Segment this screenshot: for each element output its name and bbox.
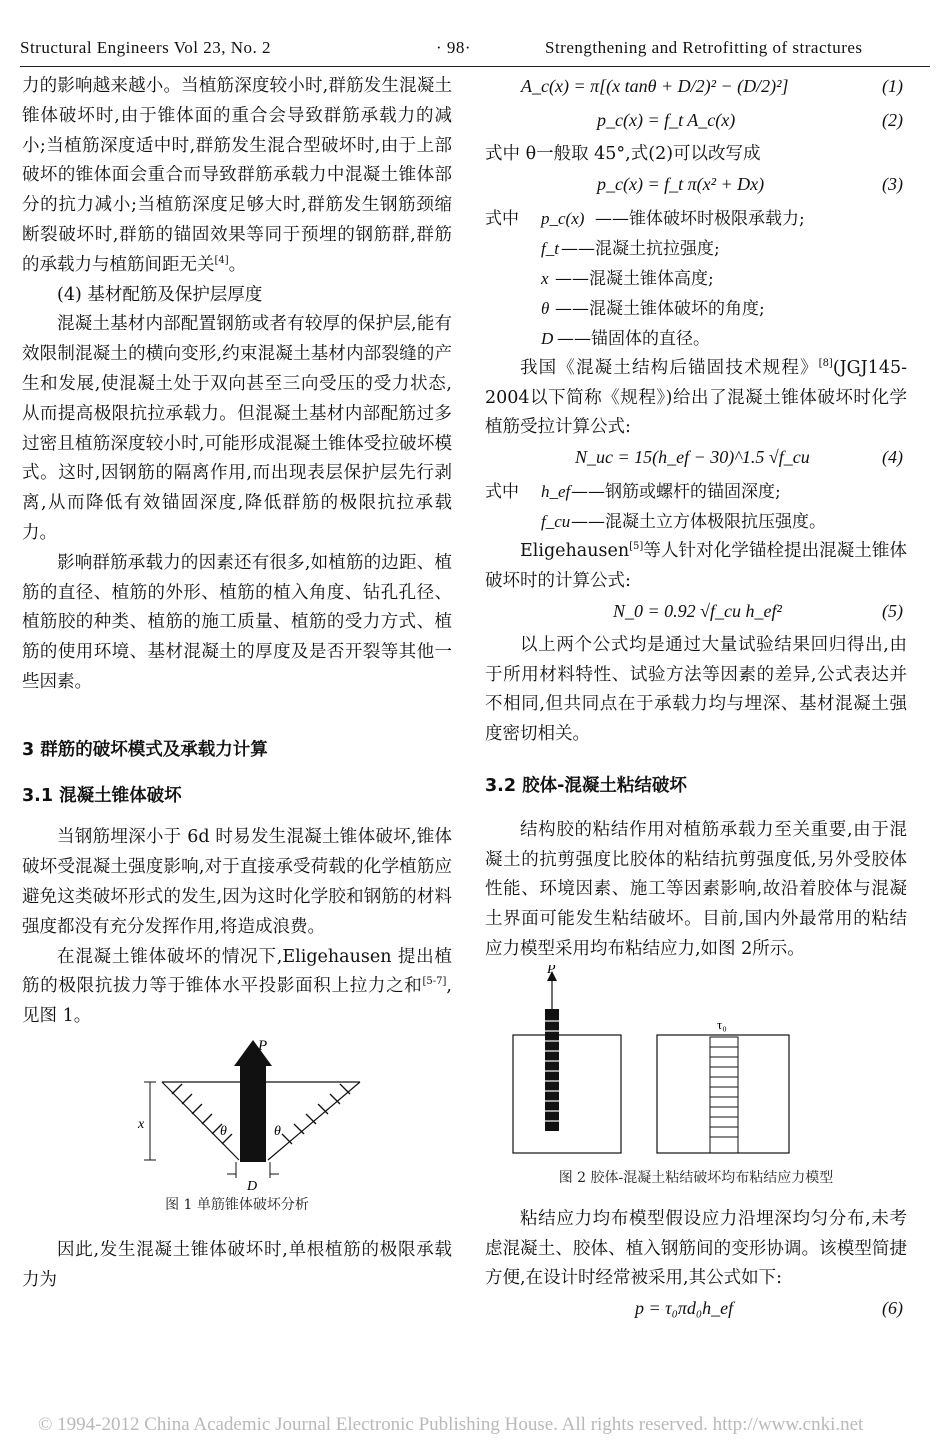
equation-number: (6)	[882, 1298, 903, 1319]
paragraph-uniform-model: 粘结应力均布模型假设应力沿埋深均匀分布,未考虑混凝土、胶体、植入钢筋间的变形协调。该模型简捷方便,在设计时经常被采用,其公式如下:	[485, 1208, 907, 1289]
equation-3: p_c(x) = f_t π(x² + Dx) (3)	[597, 173, 903, 194]
citation: [5]	[629, 541, 644, 553]
stress-label: τ₀	[717, 1016, 727, 1032]
figure-2-caption: 图 2 胶体-混凝土粘结破坏均布粘结应力模型	[558, 1169, 834, 1186]
figure-1-caption: 图 1 单筋锥体破坏分析	[165, 1196, 309, 1213]
subsection-heading: 3.1 混凝土锥体破坏	[22, 785, 182, 806]
copyright-footer: © 1994-2012 China Academic Journal Electronic Publishing House. All rights reserved. http://www.cnki.net	[38, 1414, 864, 1435]
definitions-list-2	[485, 477, 907, 537]
citation: [8]	[818, 357, 833, 369]
item-heading: (4) 基材配筋及保护层厚度	[57, 284, 263, 305]
equation-2: p_c(x) = f_t A_c(x) (2)	[597, 110, 903, 130]
definitions-list	[485, 204, 907, 354]
right-column	[485, 72, 907, 1328]
running-header-left: Structural Engineers Vol 23, No. 2	[20, 38, 272, 57]
definition-row: f_cu ——混凝土立方体极限抗压强度。	[541, 512, 826, 533]
bond-stress-diagram	[485, 965, 907, 1165]
paragraph-bond-failure: 结构胶的粘结作用对植筋承载力至关重要,由于混凝土的抗剪强度比胶体的粘结抗剪强度低,另外受胶体性能、环境因素、施工等因素影响,故沿着胶体与混凝土界面可能发生粘结破坏。目前,国内外最常用的粘结应力模型采用均布粘结应力,如图 2所示。	[485, 819, 907, 959]
paragraph-intro: 力的影响越来越小。当植筋深度较小时,群筋发生混凝土锥体破坏时,由于锥体面的重合会导致群筋承载力的减小;当植筋深度适中时,群筋发生混合型破坏时,由于上部破坏的锥体面会重合而导致群筋承载力中混凝土锥体部分的抗力减小;当植筋深度足够大时,群筋发生钢筋颈缩断裂破坏时,群筋的锚固效果等同于预埋的钢筋群,群筋的承载力与植筋间距无关[4]。	[22, 76, 452, 275]
left-column	[22, 72, 452, 1296]
load-label: P	[547, 964, 556, 977]
header-rule	[20, 66, 930, 67]
equation-6: p = τ₀πd₀h_ef (6)	[635, 1298, 903, 1319]
citation: [5-7]	[422, 976, 447, 988]
height-label: x	[138, 1116, 145, 1132]
paragraph-base-material: 混凝土基材内部配置钢筋或者有较厚的保护层,能有效限制混凝土的横向变形,约束混凝土基材内部裂缝的产生和发展,使混凝土处于双向甚至三向受压的受力状态,从而提高极限抗拉承载力。但混凝土基材内部配筋过多过密且植筋深度较小时,可能形成混凝土锥体受拉破坏模式。这时,因钢筋的隔离作用,而出现表层保护层先行剥离,从而降低有效锚固深度,降低群筋的极限抗拉承载力。	[22, 314, 452, 543]
load-label: P	[258, 1037, 268, 1054]
paragraph-code: 我国《混凝土结构后锚固技术规程》[8](JGJ145-2004以下简称《规程》)给出了混凝土锥体破坏时化学植筋受拉计算公式:	[485, 357, 907, 438]
definition-row: D ——锚固体的直径。	[541, 328, 710, 349]
equation-4: N_uc = 15(h_ef − 30)^1.5 √f_cu (4)	[575, 447, 903, 468]
equation-number: (2)	[882, 110, 903, 130]
definition-row: 式中 p_c(x) ——锥体破坏时极限承载力;	[485, 208, 805, 229]
paragraph-therefore: 因此,发生混凝土锥体破坏时,单根植筋的极限承载力为	[22, 1239, 452, 1290]
citation: [4]	[214, 254, 229, 266]
definition-row: 式中 h_ef ——钢筋或螺杆的锚固深度;	[485, 482, 781, 503]
equation-5: N_0 = 0.92 √f_cu h_ef² (5)	[613, 600, 903, 621]
paragraph-theta-note: 式中 θ一般取 45°,式(2)可以改写成	[485, 144, 761, 164]
diameter-label: D	[247, 1178, 258, 1194]
definition-row: x ——混凝土锥体高度;	[541, 268, 714, 289]
angle-label: θ	[274, 1123, 281, 1139]
equation-number: (3)	[882, 173, 903, 194]
definition-row: f_t ——混凝土抗拉强度;	[541, 238, 720, 259]
paragraph-eligehausen: 在混凝土锥体破坏的情况下,Eligehausen 提出植筋的极限抗拔力等于锥体水平投影面积上拉力之和[5-7],见图 1。	[22, 946, 452, 1027]
paragraph-eligehausen-formula: Eligehausen[5]等人针对化学锚栓提出混凝土锥体破坏时的计算公式:	[485, 541, 907, 591]
section-heading: 3 群筋的破坏模式及承载力计算	[22, 739, 268, 760]
paragraph-other-factors: 影响群筋承载力的因素还有很多,如植筋的边距、植筋的直径、植筋的外形、植筋的植入角度、钻孔孔径、植筋胶的种类、植筋的施工质量、植筋的受力方式、植筋的使用环境、基材混凝土的厚度及是否开裂等其他一些因素。	[22, 552, 452, 692]
angle-label: θ	[220, 1123, 227, 1139]
equation-1: A_c(x) = π[(x tanθ + D/2)² − (D/2)²] (1)	[521, 76, 903, 96]
paragraph-cone-failure: 当钢筋埋深小于 6d 时易发生混凝土锥体破坏,锥体破坏受混凝土强度影响,对于直接承受荷载的化学植筋应避免这类破坏形式的发生,因为这时化学胶和钢筋的材料强度都没有充分发挥作用,将造成浪费。	[22, 827, 452, 937]
equation-number: (1)	[882, 76, 903, 96]
equation-number: (4)	[882, 447, 903, 468]
page-number: · 98·	[436, 38, 472, 57]
paragraph-comparison: 以上两个公式均是通过大量试验结果回归得出,由于所用材料特性、试验方法等因素的差异,公式表达并不相同,但共同点在于承载力均与埋深、基材混凝土强度密切相关。	[485, 634, 907, 745]
figure-2	[485, 965, 907, 1193]
equation-number: (5)	[882, 600, 903, 621]
subsection-heading: 3.2 胶体-混凝土粘结破坏	[485, 775, 687, 796]
running-header-right: Strengthening and Retrofitting of stractures	[545, 38, 863, 57]
definition-row: θ ——混凝土锥体破坏的角度;	[541, 298, 765, 319]
figure-1	[22, 1032, 452, 1222]
